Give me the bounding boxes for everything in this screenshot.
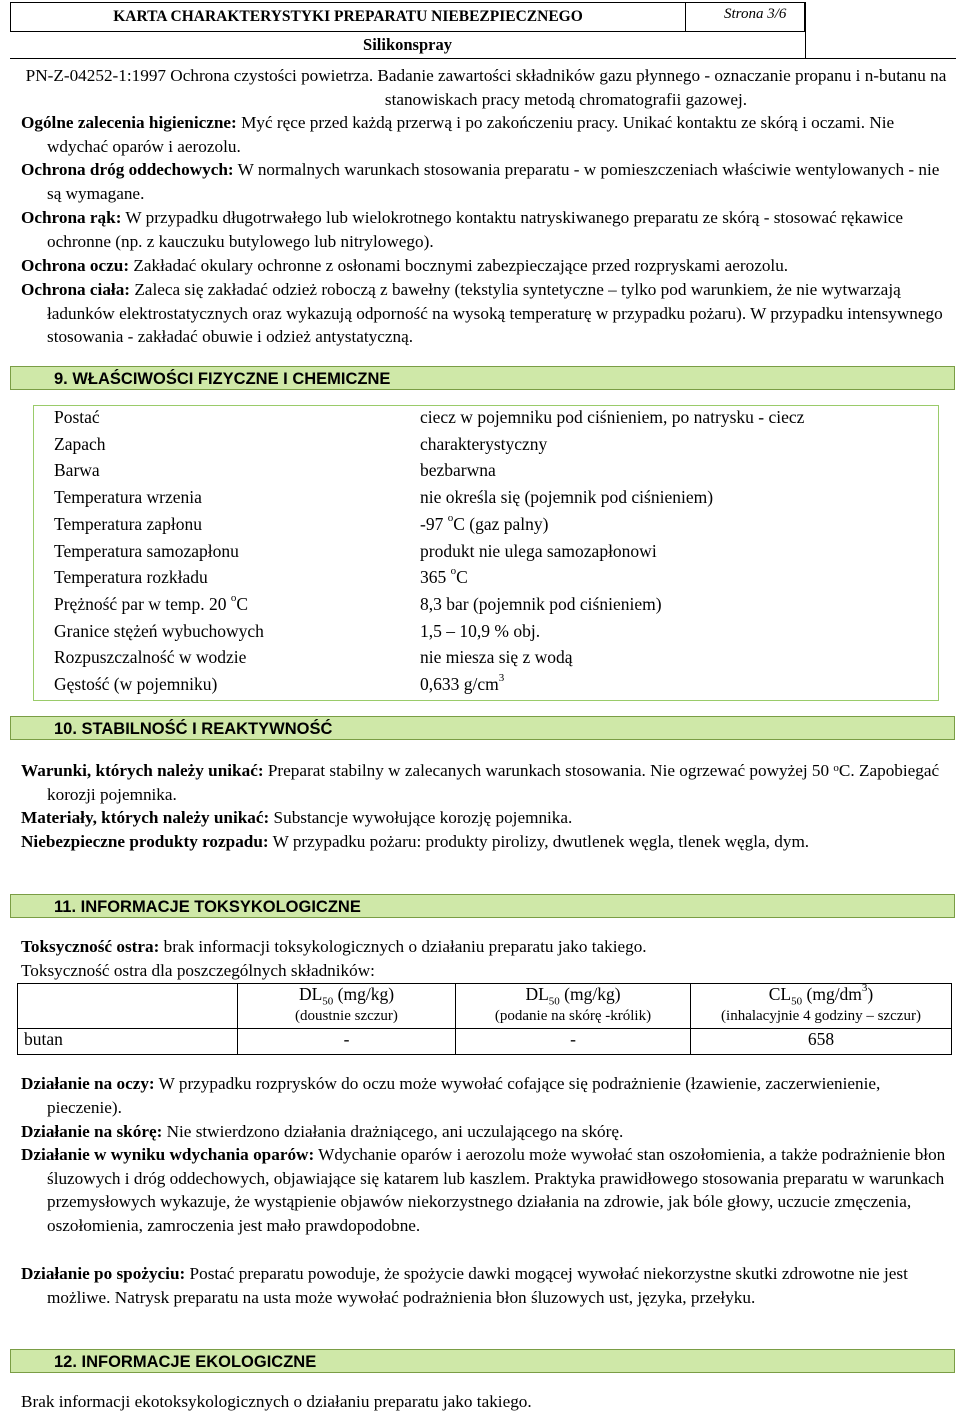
materials-paragraph [21, 806, 951, 830]
property-value: 1,5 – 10,9 % obj. [420, 620, 541, 641]
document-header [10, 2, 956, 60]
toxicity-table [17, 983, 952, 1055]
row-dermal-value: - [456, 1029, 691, 1055]
hygiene-paragraph [21, 111, 951, 158]
property-name: Granice stężeń wybuchowych [54, 620, 264, 641]
body-paragraph [21, 278, 951, 349]
materials-text: Substancje wywołujące korozję pojemnika. [269, 808, 573, 827]
eyes-label: Ochrona oczu: [21, 256, 130, 275]
property-value: nie określa się (pojemnik pod ciśnieniem) [420, 487, 714, 508]
eye-effects-text: W przypadku rozprysków do oczu może wywołać cofające się podrażnienie (łzawienie, zaczerwienienie, pieczenie). [47, 1074, 881, 1117]
avoid-conditions-text: Preparat stabilny w zalecanych warunkach stosowania. Nie ogrzewać powyżej 50 [263, 761, 834, 780]
avoid-conditions-label: Warunki, których należy unikać: [21, 761, 264, 780]
hands-text: W przypadku długotrwałego lub wielokrotnego kontaktu natryskiwanego preparatu ze skórą - stosować rękawice ochronne (np. z kauczuku butylowego lub nitrylowego). [47, 208, 904, 251]
property-name: Temperatura zapłonu [54, 513, 202, 534]
col3-sup: 3 [861, 982, 868, 994]
table-row [18, 1029, 952, 1055]
header-divider [805, 2, 806, 58]
acute-toxicity-label: Toksyczność ostra: [21, 937, 160, 956]
value-part: 0,633 g/cm [420, 674, 499, 694]
table-header-empty [18, 984, 238, 1029]
property-row [54, 460, 934, 487]
property-name: Temperatura samozapłonu [54, 540, 239, 561]
ecological-text: Brak informacji ekotoksykologicznych o działaniu preparatu jako takiego. [21, 1392, 532, 1411]
eyes-text: Zakładać okulary ochronne z osłonami bocznymi zabezpieczające przed rozpryskami aerozolu. [129, 256, 789, 275]
property-value: nie miesza się z wodą [420, 647, 573, 668]
table-header-inhalation [691, 984, 952, 1029]
property-row [54, 541, 934, 568]
value-part: C (gaz palny) [453, 513, 549, 534]
property-row [54, 567, 934, 594]
product-name: Silikonspray [363, 35, 452, 54]
skin-effects-paragraph [21, 1120, 951, 1144]
col3-note: (inhalacyjnie 4 godziny – szczur) [721, 1007, 921, 1024]
ingestion-effects-paragraph [21, 1262, 951, 1309]
property-value: charakterystyczny [420, 433, 548, 454]
property-row [54, 511, 934, 541]
property-name: Zapach [54, 433, 106, 454]
degree-sup: o [833, 762, 839, 774]
eyes-paragraph [21, 254, 951, 278]
inhalation-effects-paragraph [21, 1143, 951, 1237]
property-name [54, 591, 249, 615]
skin-effects-label: Działanie na skórę: [21, 1122, 163, 1141]
row-oral-value: - [238, 1029, 456, 1055]
section-10-heading: 10. STABILNOŚĆ I REAKTYWNOŚĆ [10, 716, 955, 740]
norm-reference: PN-Z-04252-1:1997 Ochrona czystości powietrza. Badanie zawartości składników gazu płynnego - oznaczanie propanu i n-butanu na stanowiskach pracy metodą chromatografii gazowej. [25, 66, 947, 109]
eye-effects-paragraph [21, 1072, 951, 1119]
value-part: C [456, 567, 468, 588]
superscript: 3 [498, 672, 505, 684]
superscript: o [230, 591, 237, 604]
superscript: o [450, 565, 457, 578]
property-row [54, 407, 934, 434]
col1-note: (doustnie szczur) [295, 1007, 398, 1024]
acute-toxicity-paragraph [21, 935, 951, 959]
hygiene-label: Ogólne zalecenia higieniczne: [21, 113, 237, 132]
col3-sub: 50 [791, 995, 803, 1008]
col2-sub: 50 [548, 995, 560, 1008]
components-intro: Toksyczność ostra dla poszczególnych składników: [21, 961, 375, 980]
row-substance: butan [18, 1029, 238, 1055]
avoid-conditions-paragraph [21, 759, 951, 806]
property-value: 8,3 bar (pojemnik pod ciśnieniem) [420, 593, 662, 614]
col1-main: DL [298, 984, 323, 1004]
property-name: Postać [54, 407, 100, 427]
decomposition-label: Niebezpieczne produkty rozpadu: [21, 832, 269, 851]
respiratory-text: W normalnych warunkach stosowania preparatu - w pomieszczeniach właściwie wentylowanych - nie są wymagane. [47, 160, 940, 203]
inhalation-effects-text: Wdychanie oparów i aerozolu może wywołać stan oszołomienia, a także podrażnienie błon śluzowych i dróg oddechowych, objawiające się katarem lub kaszlem. Praktyka prawidłowego stosowania preparatu w warunkach przemysłowych wykazuje, że wystąpienie objawów niekorzystnego działania na zdrowie, jak bóle głowy, uczucie zmęczenia, oszołomienia, zamroczenia jest mało prawdopodobne. [47, 1145, 946, 1235]
superscript: o [447, 511, 454, 524]
property-row [54, 434, 934, 461]
respiratory-paragraph [21, 158, 951, 205]
property-value [420, 674, 504, 695]
property-value: bezbarwna [420, 460, 496, 481]
col2-main: DL [525, 984, 549, 1004]
property-row [54, 674, 934, 701]
table-header-row [18, 984, 952, 1029]
property-name: Temperatura wrzenia [54, 487, 202, 508]
property-name: Rozpuszczalność w wodzie [54, 647, 247, 668]
property-value [420, 511, 549, 535]
value-part: 365 [420, 567, 451, 588]
property-row [54, 591, 934, 621]
table-header-oral [238, 984, 456, 1029]
hands-label: Ochrona rąk: [21, 208, 122, 227]
document-title: KARTA CHARAKTERYSTYKI PREPARATU NIEBEZPIECZNEGO [10, 2, 686, 32]
decomposition-text: W przypadku pożaru: produkty pirolizy, dwutlenek węgla, tlenek węgla, dym. [268, 832, 810, 851]
value-part: -97 [420, 513, 448, 534]
ingestion-effects-label: Działanie po spożyciu: [21, 1264, 186, 1283]
section-9-heading: 9. WŁAŚCIWOŚCI FIZYCZNE I CHEMICZNE [10, 366, 955, 390]
property-name: Gęstość (w pojemniku) [54, 674, 218, 694]
eye-effects-label: Działanie na oczy: [21, 1074, 155, 1093]
avoid-conditions-text-2: C. Zapobiegać korozji pojemnika. [47, 761, 940, 804]
hygiene-text: Myć ręce przed każdą przerwą i po zakończeniu pracy. Unikać kontaktu ze skórą i oczami. Nie wdychać oparów i aerozolu. [47, 113, 895, 156]
page-number: Strona 3/6 [685, 2, 805, 32]
section-11-heading: 11. INFORMACJE TOKSYKOLOGICZNE [10, 894, 955, 918]
materials-label: Materiały, których należy unikać: [21, 808, 270, 827]
decomposition-paragraph [21, 830, 951, 854]
row-inhalation-value: 658 [691, 1029, 952, 1055]
property-value: ciecz w pojemniku pod ciśnieniem, po natrysku - ciecz [420, 407, 805, 427]
body-text: Zaleca się zakładać odzież roboczą z bawełny (tekstylia syntetyczne – tylko pod warunkiem, że nie wytwarzają ładunków elektrostatycznych oraz wykazują odporność na wysoką temperaturę w przypadku pożaru). W przypadku intensywnego stosowania - zakładać obuwie i odzież antystatyczną. [47, 280, 943, 347]
respiratory-label: Ochrona dróg oddechowych: [21, 160, 234, 179]
body-label: Ochrona ciała: [21, 280, 131, 299]
inhalation-effects-label: Działanie w wyniku wdychania oparów: [21, 1145, 315, 1164]
property-name: Temperatura rozkładu [54, 567, 208, 588]
property-row [54, 621, 934, 648]
property-row [54, 647, 934, 674]
property-value [420, 567, 468, 588]
section-12-heading: 12. INFORMACJE EKOLOGICZNE [10, 1349, 955, 1373]
property-row [54, 487, 934, 514]
acute-toxicity-text: brak informacji toksykologicznych o działaniu preparatu jako takiego. [159, 937, 647, 956]
ingestion-effects-text: Postać preparatu powoduje, że spożycie dawki mogącej wywołać niekorzystne skutki zdrowotne nie jest możliwe. Natrysk preparatu na usta może wywołać podrażnienia błon śluzowych ust, języka, przełyku. [47, 1264, 908, 1307]
header-underline [10, 58, 956, 59]
skin-effects-text: Nie stwierdzono działania drażniącego, ani uczulającego na skórę. [162, 1122, 624, 1141]
col3-close: ) [867, 984, 874, 1004]
col3-unit: (mg/dm [802, 984, 862, 1004]
col1-sub: 50 [322, 995, 334, 1008]
col1-unit: (mg/kg) [333, 984, 395, 1004]
hands-paragraph [21, 206, 951, 253]
property-value: produkt nie ulega samozapłonowi [420, 540, 657, 561]
value-part: Prężność par w temp. 20 [54, 593, 231, 614]
table-header-dermal [456, 984, 691, 1029]
col3-main: CL [768, 984, 792, 1004]
property-name: Barwa [54, 460, 100, 481]
value-part: C [236, 593, 249, 614]
col2-unit: (mg/kg) [559, 984, 621, 1004]
col2-note: (podanie na skórę -królik) [494, 1007, 652, 1024]
